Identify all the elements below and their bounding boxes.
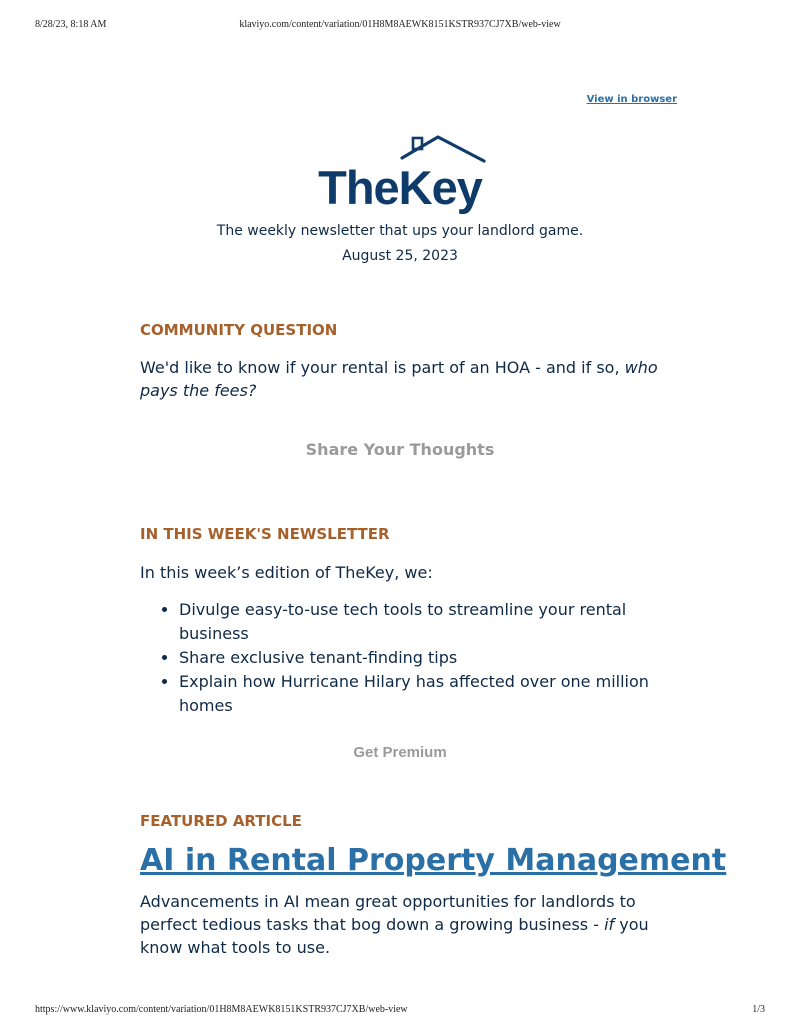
featured-headline-block [140,843,727,878]
community-text: We'd like to know if your rental is part of an HOA - and if so, [140,358,625,377]
thekey-logo [310,132,490,214]
tagline: The weekly newsletter that ups your landlord game. [216,223,584,239]
newsletter-title: IN THIS WEEK'S NEWSLETTER [140,525,390,543]
issue-date: August 25, 2023 [342,248,458,264]
featured-title: FEATURED ARTICLE [140,812,302,830]
view-in-browser-link[interactable]: View in browser [586,94,677,105]
footer-url: https://www.klaviyo.com/content/variation/01H8M8AEWK8151KSTR937CJ7XB/web-view [35,1004,408,1015]
newsletter-intro: In this week’s edition of TheKey, we: [140,563,433,582]
featured-summary: Advancements in AI mean great opportunities for landlords to perfect tedious tasks that bog down a growing business - [140,892,636,934]
newsletter-intro-block [140,561,660,584]
print-datetime: 8/28/23, 8:18 AM [35,19,107,30]
newsletter-list-block [140,598,660,718]
community-title: COMMUNITY QUESTION [140,321,338,339]
featured-summary-block [140,890,660,959]
community-section [140,321,660,339]
list-item: • Share exclusive tenant-finding tips [179,646,660,670]
list-item: • Explain how Hurricane Hilary has affected over one million homes [179,670,660,718]
share-thoughts-button[interactable]: Share Your Thoughts [305,440,495,459]
featured-summary-end: you know what tools to use. [140,915,649,957]
page-number: 1/3 [752,1004,765,1015]
list-item: • Divulge easy-to-use tech tools to streamline your rental business [179,598,660,646]
logo-text: TheKey [318,161,482,214]
newsletter-section [140,525,660,543]
featured-article-link[interactable]: AI in Rental Property Management [140,843,727,878]
logo [0,132,800,218]
community-question [140,356,660,402]
featured-summary-italic: if [604,915,615,934]
community-text-italic: who pays the fees? [140,358,658,400]
featured-section [140,812,660,830]
print-url: klaviyo.com/content/variation/01H8M8AEWK8151KSTR937CJ7XB/web-view [239,19,561,30]
newsletter-list [140,598,660,718]
get-premium-button[interactable]: Get Premium [353,744,447,761]
